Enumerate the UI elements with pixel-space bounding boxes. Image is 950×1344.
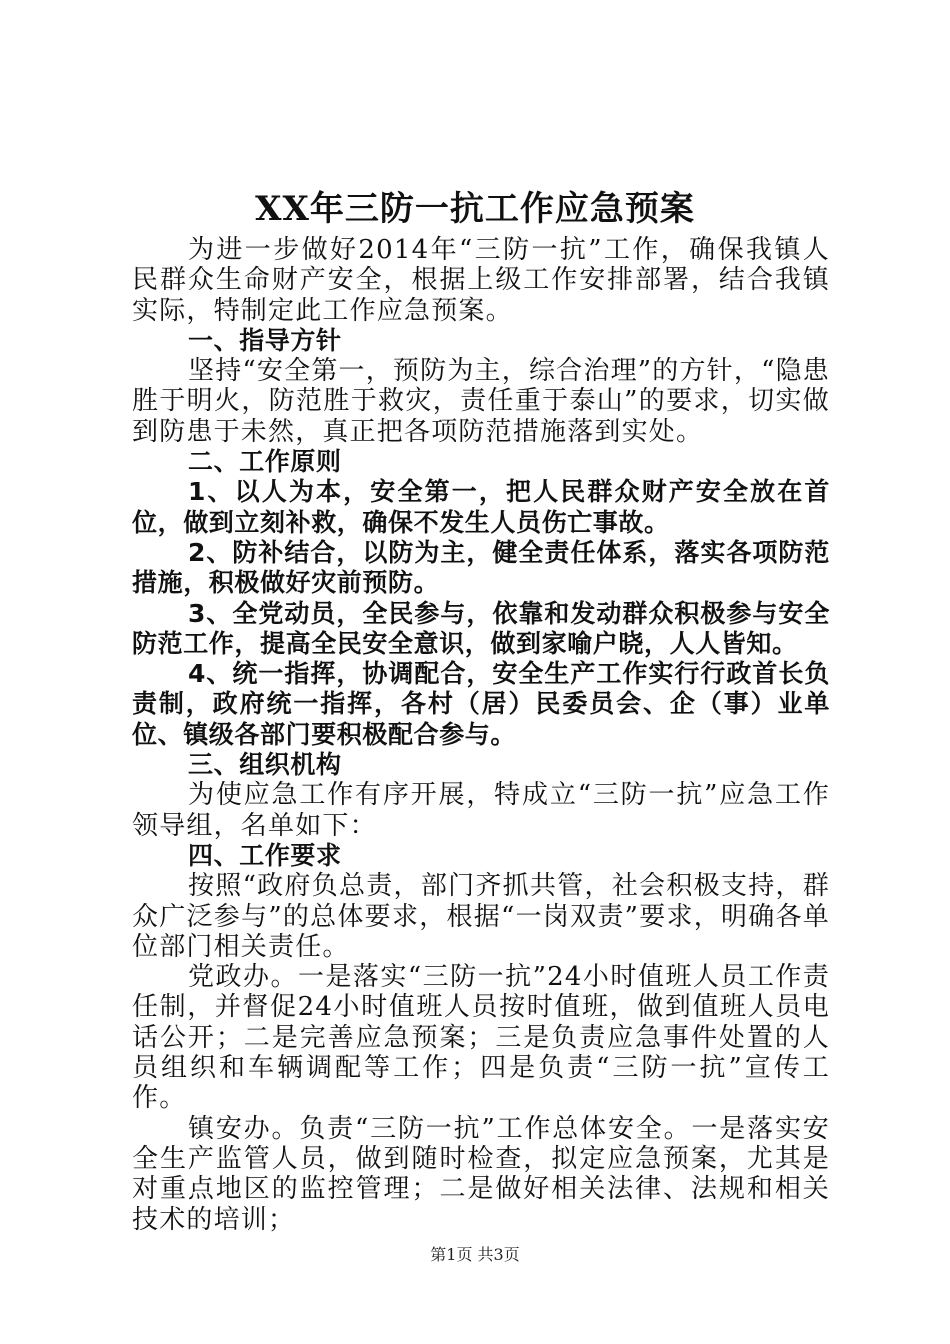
section-heading-principles: 二、工作原则: [188, 447, 342, 477]
principle-item-4: 4、统一指挥，协调配合，安全生产工作实行行政首长负责制，政府统一指挥，各村（居）民委员会、企（事）业单位、镇级各部门要积极配合参与。: [132, 659, 830, 749]
principle-item-1: 1、以人为本，安全第一，把人民群众财产安全放在首位，做到立刻补救，确保不发生人员伤亡事故。: [132, 477, 830, 537]
document-body: [132, 235, 830, 1235]
organization-paragraph: 为使应急工作有序开展，特成立“三防一抗”应急工作领导组，名单如下：: [132, 780, 830, 841]
requirements-paragraph: 按照“政府负总责，部门齐抓共管，社会积极支持，群众广泛参与”的总体要求，根据“一岗双责”要求，明确各单位部门相关责任。: [132, 871, 830, 962]
document-title: XX年三防一抗工作应急预案: [255, 189, 695, 229]
section-heading-requirements: 四、工作要求: [188, 840, 342, 870]
section-heading-guideline: 一、指导方针: [188, 325, 342, 355]
principle-item-2: 2、防补结合，以防为主，健全责任体系，落实各项防范措施，积极做好灾前预防。: [132, 537, 830, 598]
intro-paragraph: 为进一步做好2014年“三防一抗”工作，确保我镇人民群众生命财产安全，根据上级工作安排部署，结合我镇实际，特制定此工作应急预案。: [132, 235, 830, 326]
party-office-paragraph: 党政办。一是落实“三防一抗”24小时值班人员工作责任制，并督促24小时值班人员按时值班，做到值班人员电话公开；二是完善应急预案；三是负责应急事件处置的人员组织和车辆调配等工作；四是负责“三防一抗”宣传工作。: [132, 962, 830, 1114]
principle-item-3: 3、全党动员，全民参与，依靠和发动群众积极参与安全防范工作，提高全民安全意识，做到家喻户晓，人人皆知。: [132, 598, 830, 658]
page-number-footer: 第1页 共3页: [430, 1245, 520, 1264]
guideline-paragraph: 坚持“安全第一，预防为主，综合治理”的方针，“隐患胜于明火，防范胜于救灾，责任重于泰山”的要求，切实做到防患于未然，真正把各项防范措施落到实处。: [132, 356, 830, 447]
safety-office-paragraph: 镇安办。负责“三防一抗”工作总体安全。一是落实安全生产监管人员，做到随时检查，拟定应急预案，尤其是对重点地区的监控管理；二是做好相关法律、法规和相关技术的培训；: [132, 1113, 830, 1235]
section-heading-organization: 三、组织机构: [188, 750, 342, 780]
